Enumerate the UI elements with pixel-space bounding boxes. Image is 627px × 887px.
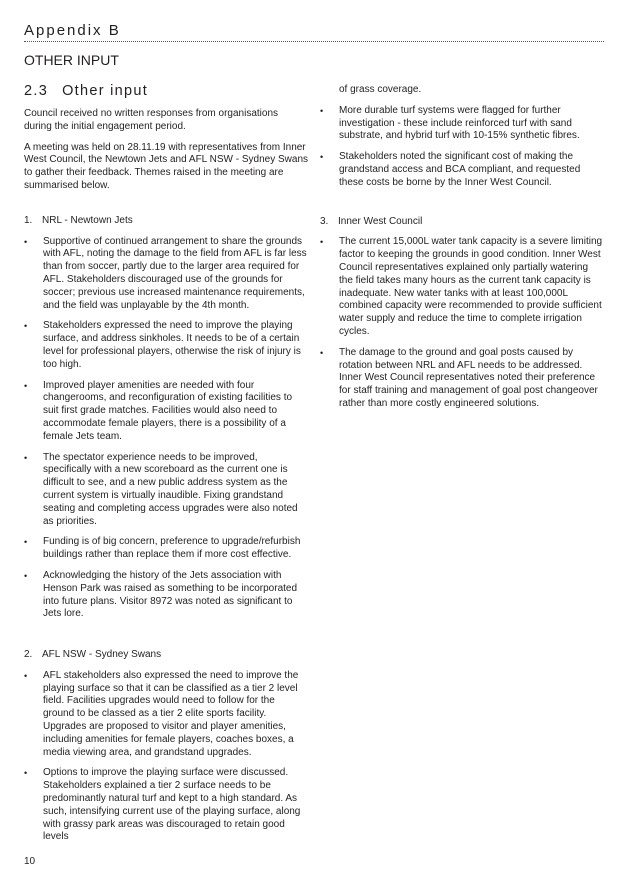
list-item: • Stakeholders expressed the need to improve the playing surface, and address sinkholes. It needs to be of a certain level for professional players, otherwise the risk of injury is too high. (24, 320, 301, 370)
bullet-icon: • (24, 768, 28, 779)
right-column (320, 84, 604, 419)
list-item: • The spectator experience needs to be improved, specifically with a new scoreboard as the current one is difficult to see, and a new public address system as the current system is virtually inaudible. Fixing grandstand seating and completing access upgrades were also noted as priorities. (24, 451, 298, 527)
afl-continued-bullet-list (320, 105, 604, 190)
bullet-icon: • (24, 452, 28, 463)
group-number: 1. (24, 214, 33, 226)
afl-bullet-list (24, 670, 308, 844)
section-number: 2.3 (24, 83, 49, 99)
bullet-icon: • (320, 347, 324, 358)
bullet-icon: • (24, 380, 28, 391)
section-title (24, 83, 148, 99)
header-dotted-rule (24, 41, 604, 42)
bullet-icon: • (320, 152, 324, 163)
list-item: • Funding is of big concern, preference to upgrade/refurbish buildings rather than replace them if more cost effective. (24, 536, 301, 561)
list-item: • Options to improve the playing surface were discussed. Stakeholders explained a tier 2 surface needs to be predominantly natural turf and kept to a high standard. As such, intensifying current use of the playing surface, along with grassy park areas was discouraged to retain good levels (24, 767, 301, 843)
section-title-text: Other input (62, 83, 149, 99)
group-title-text: Inner West Council (338, 215, 423, 227)
list-item: • Stakeholders noted the significant cost of making the grandstand access and BCA compliant, and requested these costs be borne by the Inner West Council. (320, 151, 581, 188)
nrl-bullet-list (24, 236, 308, 622)
group-title-afl (24, 649, 308, 662)
section-label: OTHER INPUT (24, 52, 119, 68)
intro-paragraph-1: Council received no written responses from organisations during the initial engagement period. (24, 108, 279, 132)
list-item: • The damage to the ground and goal posts caused by rotation between NRL and AFL needs to be addressed. Inner West Council representatives noted their preference for staff training and management of goal post changeover rather than more costly engineered solutions. (320, 346, 598, 409)
bullet-icon: • (24, 670, 28, 681)
group-title-text: AFL NSW - Sydney Swans (42, 649, 162, 661)
list-item: • The current 15,000L water tank capacity is a severe limiting factor to keeping the grounds in good condition. Inner West Council representatives explained only partially watering the field takes many hours as the current tank capacity is inadequate. New water tanks with at least 100,000L combined capacity were recommended to provide sufficient water supply and reduce the time to complete irrigation cycles. (320, 236, 603, 337)
inner-west-bullet-list (320, 236, 604, 410)
group-number: 2. (24, 649, 33, 661)
list-item: • AFL stakeholders also expressed the need to improve the playing surface so that it can be classified as a tier 2 level field. Facilities upgrades would need to follow for the ground to be classed as a tier 2 elite sports facility. Upgrades are proposed to visitor and player amenities, including amenities for female players, coaches boxes, a media viewing area, and grandstand upgrades. (24, 669, 299, 758)
list-item: • Improved player amenities are needed with four changerooms, and reconfiguration of existing facilities to suit first grade matches. Facilities would also need to accommodate female players, there is a possibility of a female Jets team. (24, 379, 293, 442)
group-title-nrl (24, 215, 308, 228)
bullet-icon: • (24, 570, 28, 581)
continuation-text: of grass coverage. (339, 84, 422, 95)
bullet-icon: • (24, 537, 28, 548)
group-number: 3. (320, 215, 329, 227)
bullet-icon: • (320, 237, 324, 248)
appendix-header: Appendix B (24, 22, 121, 39)
group-title-inner-west (320, 216, 604, 229)
list-item: • Supportive of continued arrangement to share the grounds with AFL, noting the damage to the field from AFL is far less than from soccer, partly due to the larger area required for AFL. Stakeholders discouraged use of the grounds for soccer; previous use increased maintenance requirements, and the field was unplayable by the 4th month. (24, 235, 307, 311)
list-item: • More durable turf systems were flagged for further investigation - these include reinforced turf with sand substrate, and hybrid turf with 10-15% synthetic fibres. (320, 104, 580, 142)
bullet-icon: • (320, 105, 324, 116)
page-number: 10 (24, 856, 36, 867)
list-item: • Acknowledging the history of the Jets association with Henson Park was raised as something to be incorporated into future plans. Visitor 8972 was noted as significant to Jets lore. (24, 569, 298, 620)
left-column (24, 108, 308, 852)
group-title-text: NRL - Newtown Jets (42, 214, 133, 226)
bullet-icon: • (24, 236, 28, 247)
intro-paragraph-2: A meeting was held on 28.11.19 with representatives from Inner West Council, the Newtown Jets and AFL NSW - Sydney Swans to gather their feedback. Themes raised in the meeting are summarised below. (24, 141, 309, 191)
bullet-icon: • (24, 321, 28, 332)
